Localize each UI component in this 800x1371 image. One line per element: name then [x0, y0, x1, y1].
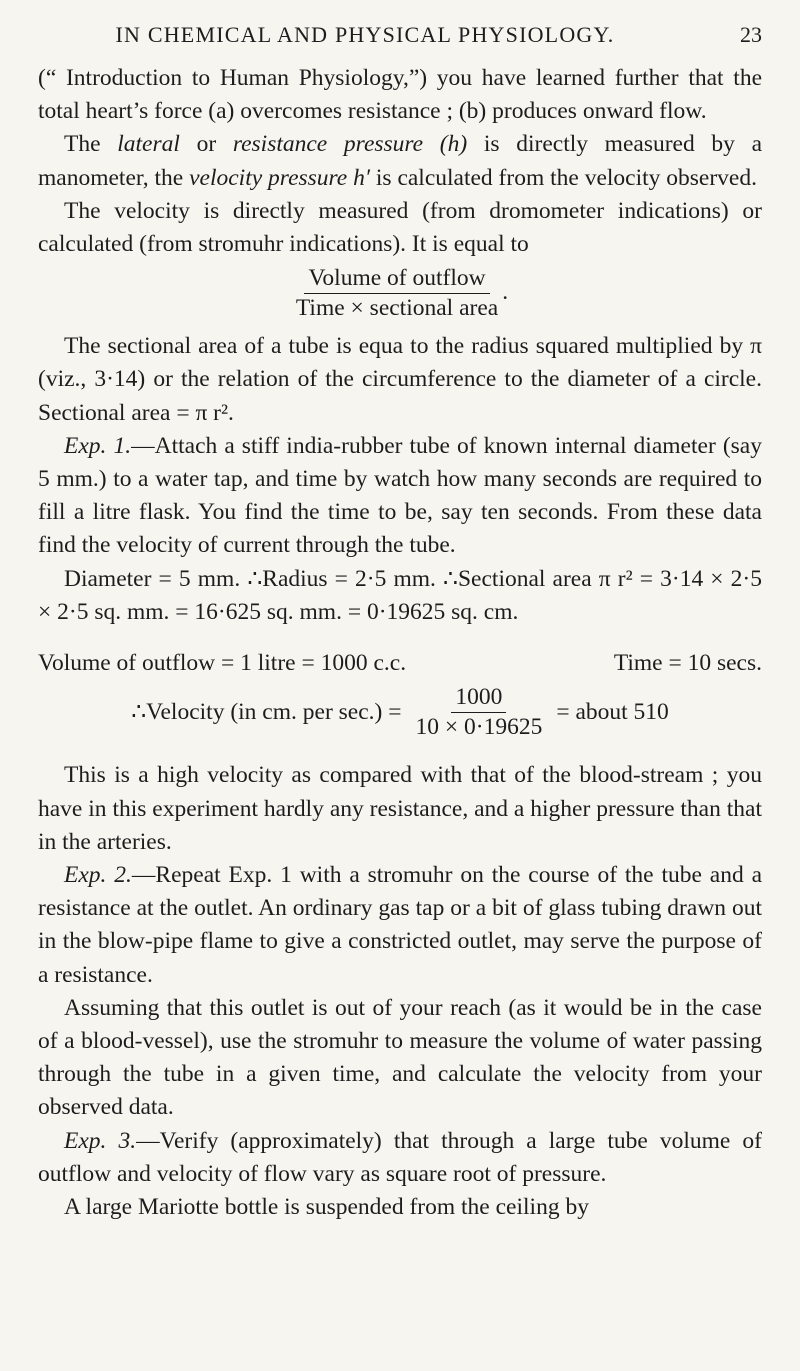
velocity-denominator: 10 × 0·19625: [415, 714, 543, 741]
p2-t3: is directly measured by a manometer, the: [38, 131, 763, 191]
exp3-text: —Verify (approximately) that through a large tube volume of outflow and velocity of flow vary as square root of pressure.: [38, 1127, 762, 1187]
paragraph-high-velocity: This is a high velocity as compared with that of the blood-stream ; you have in this experiment hardly any resistance, and a higher pressure than that in the arteries.: [38, 762, 762, 855]
paragraph-calc1: Diameter = 5 mm. ∴Radius = 2·5 mm. ∴Sectional area π r² = 3·14 × 2·5 × 2·5 sq. mm. = 16·625 sq. mm. = 0·19625 sq. cm.: [38, 565, 762, 625]
paragraph-pressure: [38, 128, 762, 194]
page-number: 23: [740, 22, 762, 47]
term-lateral: lateral: [117, 131, 180, 158]
p2-t1: The: [64, 131, 118, 158]
exp2-text: —Repeat Exp. 1 with a stromuhr on the course of the tube and a resistance at the outlet. An ordinary gas tap or a bit of glass tubing drawn out in the blow-pipe flame to give a constricted outlet, may serve the purpose of a resistance.: [38, 861, 762, 988]
paragraph-exp1: [38, 430, 762, 563]
paragraph-assuming: Assuming that this outlet is out of your reach (as it would be in the case of a blood-vessel), use the stromuhr to measure the volume of water passing through the tube in a given time, and calculate the velocity from your observed data.: [38, 994, 762, 1121]
paragraph-sectional-area: The sectional area of a tube is equa to the radius squared multiplied by π (viz., 3·14) or the relation of the circumference to the diameter of a circle. Sectional area = π r².: [38, 333, 762, 426]
formula-trailing: .: [502, 279, 509, 306]
paragraph-velocity: The velocity is directly measured (from dromometer indications) or calculated (from stromuhr indications). It is equal to: [38, 197, 762, 258]
paragraph-mariotte: A large Mariotte bottle is suspended from the ceiling by: [64, 1193, 589, 1220]
formula-velocity-result: [38, 684, 762, 741]
running-head: IN CHEMICAL AND PHYSICAL PHYSIOLOGY.: [115, 22, 615, 47]
paragraph-exp3: [38, 1125, 762, 1191]
formula-velocity: [38, 265, 762, 322]
page-header: [38, 22, 762, 62]
velocity-numerator: 1000: [451, 684, 506, 713]
exp1-text: —Attach a stiff india-rubber tube of known internal diameter (say 5 mm.) to a water tap, and time by watch how many seconds are required to fill a litre flask. You find the time to be, say ten seconds. From these data find the velocity of current through the tube.: [38, 432, 762, 559]
calc-time: Time = 10 secs.: [613, 650, 762, 677]
body-text: [38, 62, 762, 1224]
fraction-velocity: [411, 684, 546, 741]
fraction-denominator: Time × sectional area: [295, 295, 499, 322]
term-velocity-pressure: velocity pressure h′: [189, 164, 371, 191]
calc-volume: Volume of outflow = 1 litre = 1000 c.c.: [38, 650, 407, 677]
exp3-label: Exp. 3.: [64, 1127, 137, 1154]
paragraph-exp2: [38, 859, 762, 992]
p2-t2: or: [179, 131, 233, 158]
term-resistance-pressure: resistance pressure (h): [232, 131, 468, 158]
velocity-lead: ∴Velocity (in cm. per sec.) =: [131, 699, 402, 726]
fraction-volume-over-area: [292, 265, 502, 322]
exp2-label: Exp. 2.: [64, 861, 132, 888]
fraction-numerator: Volume of outflow: [304, 265, 489, 294]
calc-volume-time: [38, 647, 762, 680]
paragraph-intro: (“ Introduction to Human Physiology,”) you have learned further that the total heart’s force (a) overcomes resistance ; (b) produces onward flow.: [38, 65, 762, 125]
exp1-label: Exp. 1.: [64, 432, 132, 459]
velocity-result: = about 510: [556, 699, 669, 726]
p2-t4: is calculated from the velocity observed.: [370, 164, 757, 191]
